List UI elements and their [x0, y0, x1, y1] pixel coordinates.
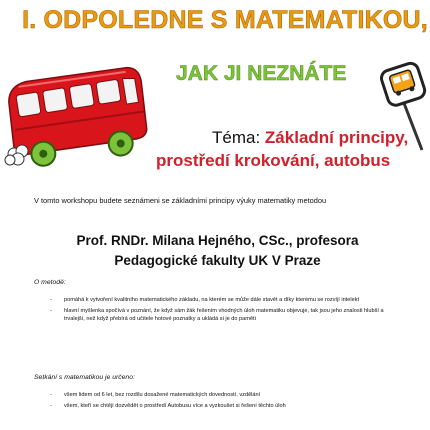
list-item: - všem, kteří se chtějí dozvědět o prostředí Autobusu více a vyzkoušet si řešení těchto úloh	[50, 402, 400, 411]
method-heading: O metodě:	[34, 279, 66, 286]
topic-value-2: prostředí krokování, autobus	[156, 151, 391, 170]
method-list	[50, 296, 400, 326]
list-item: - všem lidem od 6 let, bez rozdílu dosažené matematických dovedností, vzdělání	[50, 391, 400, 400]
audience-heading: Setkání s matematikou je určeno:	[34, 374, 135, 381]
title-line-1: I. ODPOLEDNE S MATEMATIKOU,	[22, 6, 428, 34]
presenter-line-2: Pedagogické fakulty UK V Praze	[114, 253, 321, 268]
topic-label: Téma:	[212, 128, 261, 147]
presenter	[50, 231, 385, 271]
title-line-2: JAK JI NEZNÁTE	[176, 62, 347, 85]
bus-illustration	[2, 62, 152, 172]
presenter-line-1: Prof. RNDr. Milana Hejného, CSc., profesora	[76, 233, 359, 248]
list-item: - pomáhá k vytvoření kvalitního matematického základu, na kterém se může dále stavět a díky kterému se rozvíjí intelekt	[50, 296, 400, 305]
topic	[212, 128, 408, 148]
intro-text: V tomto workshopu budete seznámeni se základními principy výuky matematiky metodou	[34, 196, 327, 205]
list-item: - hlavní myšlenka spočívá v poznání, že když sám žák řešením vhodných úloh matematiku objevuje, tak jsou jeho znalosti hlubší a trvalejší, než když přebírá od učitele hotové poznatky a ukládá si je do paměti	[50, 307, 400, 324]
audience-list	[50, 391, 400, 412]
topic-value-1: Základní principy,	[264, 128, 409, 147]
